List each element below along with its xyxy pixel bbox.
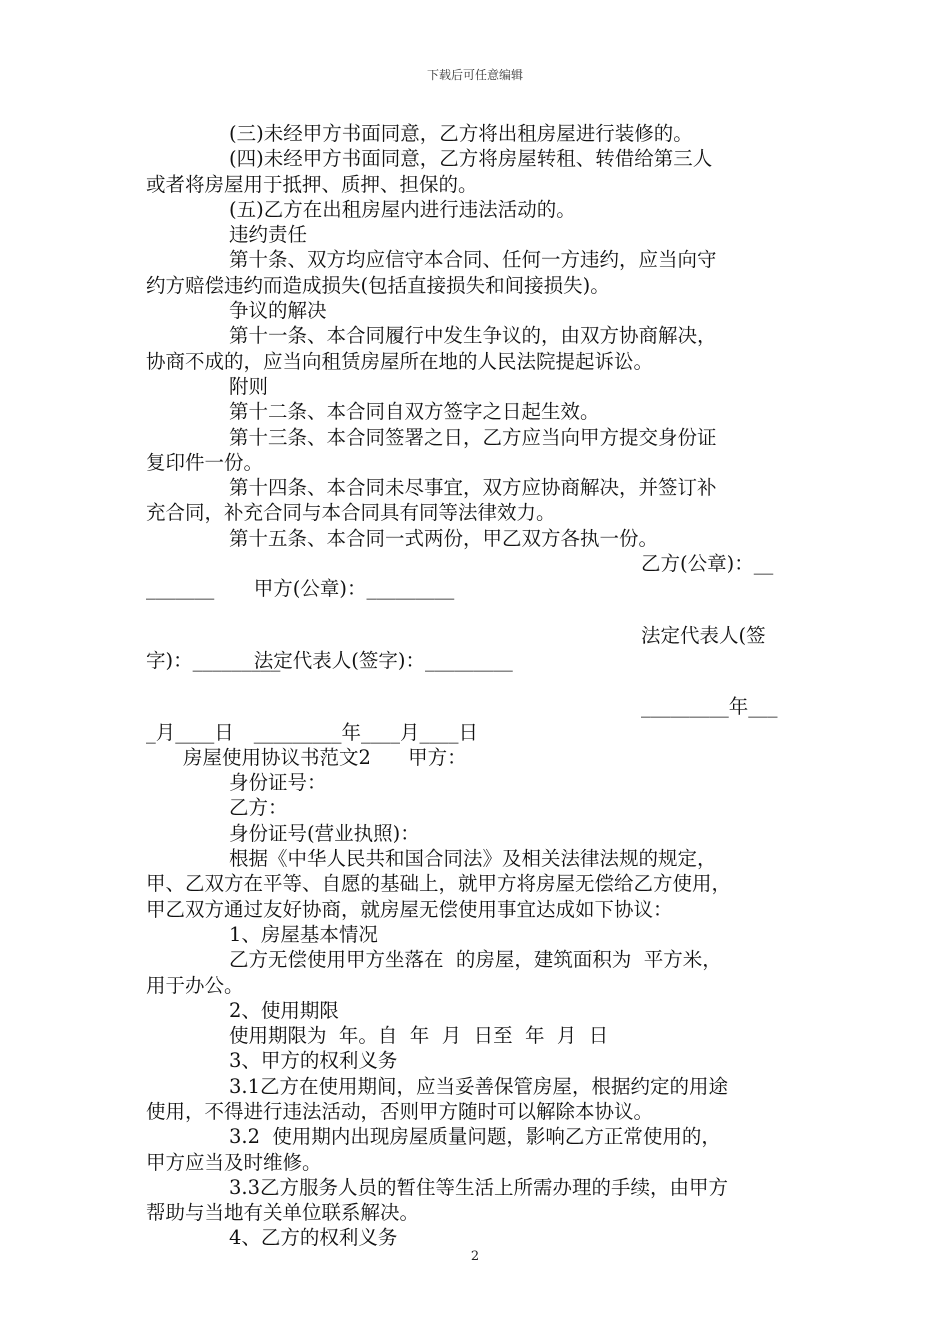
rep-b-continued: 字)：_________ xyxy=(146,648,281,672)
clause-line: 用于办公。 xyxy=(146,973,244,997)
rep-a: 法定代表人(签字)：_________ xyxy=(253,648,513,672)
clause-line: 使用，不得进行违法活动，否则甲方随时可以解除本协议。 xyxy=(146,1099,654,1123)
clause-line: 甲方应当及时维修。 xyxy=(146,1150,322,1174)
clause-line: 协商不成的，应当向租赁房屋所在地的人民法院提起诉讼。 xyxy=(146,349,654,373)
clause-line: 3.3乙方服务人员的暂住等生活上所需办理的手续，由甲方 xyxy=(229,1175,729,1199)
clause-line: 或者将房屋用于抵押、质押、担保的。 xyxy=(146,172,478,196)
date-b: _________年___ xyxy=(641,695,778,719)
signature-rep-row xyxy=(146,623,811,672)
clause-line: 第十五条、本合同一式两份，甲乙双方各执一份。 xyxy=(229,526,659,550)
clause-line: 第十四条、本合同未尽事宜，双方应协商解决，并签订补 xyxy=(229,476,717,500)
section-heading: 3、甲方的权利义务 xyxy=(229,1049,398,1073)
clause-line: (五)乙方在出租房屋内进行违法活动的。 xyxy=(229,197,576,221)
section-heading: 4、乙方的权利义务 xyxy=(229,1226,398,1250)
clause-line: 约方赔偿违约而造成损失(包括直接损失和间接损失)。 xyxy=(146,273,610,297)
clause-line: 使用期限为 年。自 年 月 日至 年 月 日 xyxy=(229,1024,609,1048)
document-2-title: 房屋使用协议书范文2 甲方： xyxy=(183,745,467,769)
date-b-continued: _月____日 xyxy=(146,720,234,744)
party-b-seal: 乙方(公章)：__ xyxy=(641,552,774,576)
section-heading: 争议的解决 xyxy=(229,299,327,323)
rep-b: 法定代表人(签 xyxy=(641,623,766,647)
clause-line: 根据《中华人民共和国合同法》及相关法律法规的规定， xyxy=(229,847,717,871)
signature-seal-row xyxy=(146,551,811,601)
clause-line: 甲乙双方通过友好协商，就房屋无偿使用事宜达成如下协议： xyxy=(146,897,673,921)
clause-line: 第十三条、本合同签署之日，乙方应当向甲方提交身份证 xyxy=(229,425,717,449)
clause-line: (四)未经甲方书面同意，乙方将房屋转租、转借给第三人 xyxy=(229,147,713,171)
clause-line: 乙方无偿使用甲方坐落在 的房屋，建筑面积为 平方米， xyxy=(229,948,722,972)
clause-line: (三)未经甲方书面同意，乙方将出租房屋进行装修的。 xyxy=(229,122,693,145)
section-heading: 2、使用期限 xyxy=(229,998,339,1022)
clause-line: 复印件一份。 xyxy=(146,450,264,474)
clause-line: 乙方： xyxy=(229,796,288,820)
party-a-seal: 甲方(公章)：_________ xyxy=(253,577,455,601)
clause-line: 3.1乙方在使用期间，应当妥善保管房屋，根据约定的用途 xyxy=(229,1074,729,1098)
clause-line: 身份证号(营业执照)： xyxy=(229,821,420,845)
document-body xyxy=(146,121,811,1251)
clause-line: 第十条、双方均应信守本合同、任何一方违约，应当向守 xyxy=(229,248,717,272)
date-a: _________年____月____日 xyxy=(253,720,479,744)
section-heading: 违约责任 xyxy=(229,223,308,247)
clause-line: 甲、乙双方在平等、自愿的基础上，就甲方将房屋无偿给乙方使用， xyxy=(146,872,732,896)
page-header: 下载后可任意编辑 xyxy=(426,68,523,82)
clause-line: 第十一条、本合同履行中发生争议的，由双方协商解决， xyxy=(229,324,717,348)
page-number: 2 xyxy=(470,1249,480,1264)
section-heading: 附则 xyxy=(229,374,269,398)
clause-line: 3.2 使用期内出现房屋质量问题，影响乙方正常使用的， xyxy=(229,1125,721,1149)
signature-date-row xyxy=(146,694,811,744)
section-heading: 1、房屋基本情况 xyxy=(229,922,378,946)
party-b-seal-continued: _______ xyxy=(146,577,215,601)
clause-line: 帮助与当地有关单位联系解决。 xyxy=(146,1201,420,1225)
clause-line: 充合同，补充合同与本合同具有同等法律效力。 xyxy=(146,501,556,525)
clause-line: 第十二条、本合同自双方签字之日起生效。 xyxy=(229,400,600,424)
clause-line: 身份证号： xyxy=(229,771,327,795)
